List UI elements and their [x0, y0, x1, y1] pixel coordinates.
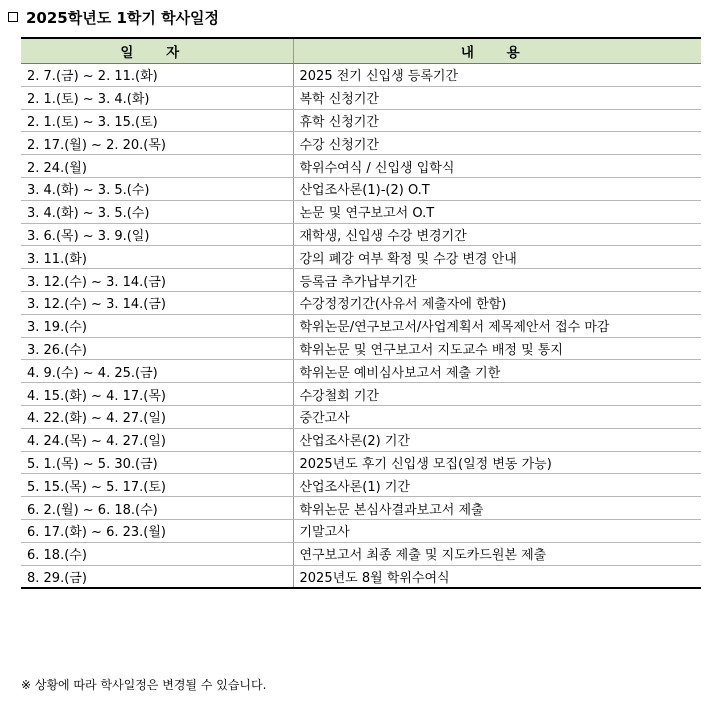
table-row — [21, 86, 701, 109]
row-date: 6. 17.(화) ~ 6. 23.(월) — [21, 519, 293, 542]
row-date: 2. 1.(토) ~ 3. 4.(화) — [21, 86, 293, 109]
square-bullet-icon — [8, 12, 18, 22]
row-content: 휴학 신청기간 — [293, 109, 701, 132]
table-header-row — [21, 38, 701, 64]
row-date: 4. 9.(수) ~ 4. 25.(금) — [21, 360, 293, 383]
table-row — [21, 314, 701, 337]
row-date: 4. 15.(화) ~ 4. 17.(목) — [21, 383, 293, 406]
row-date: 3. 4.(화) ~ 3. 5.(수) — [21, 177, 293, 200]
row-date: 2. 24.(월) — [21, 155, 293, 178]
row-content: 강의 폐강 여부 확정 및 수강 변경 안내 — [293, 246, 701, 269]
table-row — [21, 200, 701, 223]
schedule-table — [21, 37, 701, 589]
row-date: 3. 11.(화) — [21, 246, 293, 269]
header-content: 내 용 — [293, 38, 701, 64]
row-content: 산업조사론(2) 기간 — [293, 428, 701, 451]
table-row — [21, 565, 701, 588]
table-row — [21, 337, 701, 360]
table-row — [21, 405, 701, 428]
row-content: 산업조사론(1)-(2) O.T — [293, 177, 701, 200]
table-row — [21, 360, 701, 383]
row-date: 3. 4.(화) ~ 3. 5.(수) — [21, 200, 293, 223]
row-date: 4. 24.(목) ~ 4. 27.(일) — [21, 428, 293, 451]
row-content: 기말고사 — [293, 519, 701, 542]
row-date: 3. 12.(수) ~ 3. 14.(금) — [21, 291, 293, 314]
page-title — [8, 6, 219, 28]
table-row — [21, 109, 701, 132]
row-content: 학위논문 본심사결과보고서 제출 — [293, 497, 701, 520]
row-content: 연구보고서 최종 제출 및 지도카드원본 제출 — [293, 542, 701, 565]
row-content: 복학 신청기간 — [293, 86, 701, 109]
row-date: 2. 17.(월) ~ 2. 20.(목) — [21, 132, 293, 155]
row-content: 재학생, 신입생 수강 변경기간 — [293, 223, 701, 246]
row-date: 5. 1.(목) ~ 5. 30.(금) — [21, 451, 293, 474]
row-content: 2025년도 8월 학위수여식 — [293, 565, 701, 588]
table-row — [21, 155, 701, 178]
header-date: 일 자 — [21, 38, 293, 64]
row-content: 2025 전기 신입생 등록기간 — [293, 64, 701, 87]
row-content: 수강 신청기간 — [293, 132, 701, 155]
table-row — [21, 474, 701, 497]
row-content: 중간고사 — [293, 405, 701, 428]
row-content: 산업조사론(1) 기간 — [293, 474, 701, 497]
footnote: ※ 상황에 따라 학사일정은 변경될 수 있습니다. — [21, 678, 267, 692]
row-date: 5. 15.(목) ~ 5. 17.(토) — [21, 474, 293, 497]
row-date: 8. 29.(금) — [21, 565, 293, 588]
row-content: 학위논문 예비심사보고서 제출 기한 — [293, 360, 701, 383]
row-date: 3. 19.(수) — [21, 314, 293, 337]
table-row — [21, 428, 701, 451]
row-content: 논문 및 연구보고서 O.T — [293, 200, 701, 223]
row-date: 6. 18.(수) — [21, 542, 293, 565]
schedule-body — [21, 64, 701, 588]
table-row — [21, 497, 701, 520]
page-title-text: 2025학년도 1학기 학사일정 — [26, 8, 220, 27]
table-row — [21, 291, 701, 314]
table-row — [21, 132, 701, 155]
table-row — [21, 519, 701, 542]
table-row — [21, 383, 701, 406]
row-content: 학위논문/연구보고서/사업계획서 제목제안서 접수 마감 — [293, 314, 701, 337]
table-row — [21, 64, 701, 87]
table-row — [21, 451, 701, 474]
row-content: 학위논문 및 연구보고서 지도교수 배정 및 통지 — [293, 337, 701, 360]
table-row — [21, 246, 701, 269]
row-content: 등록금 추가납부기간 — [293, 269, 701, 292]
row-content: 수강철회 기간 — [293, 383, 701, 406]
table-row — [21, 542, 701, 565]
row-date: 4. 22.(화) ~ 4. 27.(일) — [21, 405, 293, 428]
row-date: 3. 6.(목) ~ 3. 9.(일) — [21, 223, 293, 246]
table-row — [21, 177, 701, 200]
row-date: 3. 12.(수) ~ 3. 14.(금) — [21, 269, 293, 292]
row-content: 수강정정기간(사유서 제출자에 한함) — [293, 291, 701, 314]
row-date: 2. 7.(금) ~ 2. 11.(화) — [21, 64, 293, 87]
row-content: 학위수여식 / 신입생 입학식 — [293, 155, 701, 178]
row-date: 2. 1.(토) ~ 3. 15.(토) — [21, 109, 293, 132]
row-content: 2025년도 후기 신입생 모집(일정 변동 가능) — [293, 451, 701, 474]
table-row — [21, 269, 701, 292]
table-row — [21, 223, 701, 246]
row-date: 3. 26.(수) — [21, 337, 293, 360]
row-date: 6. 2.(월) ~ 6. 18.(수) — [21, 497, 293, 520]
